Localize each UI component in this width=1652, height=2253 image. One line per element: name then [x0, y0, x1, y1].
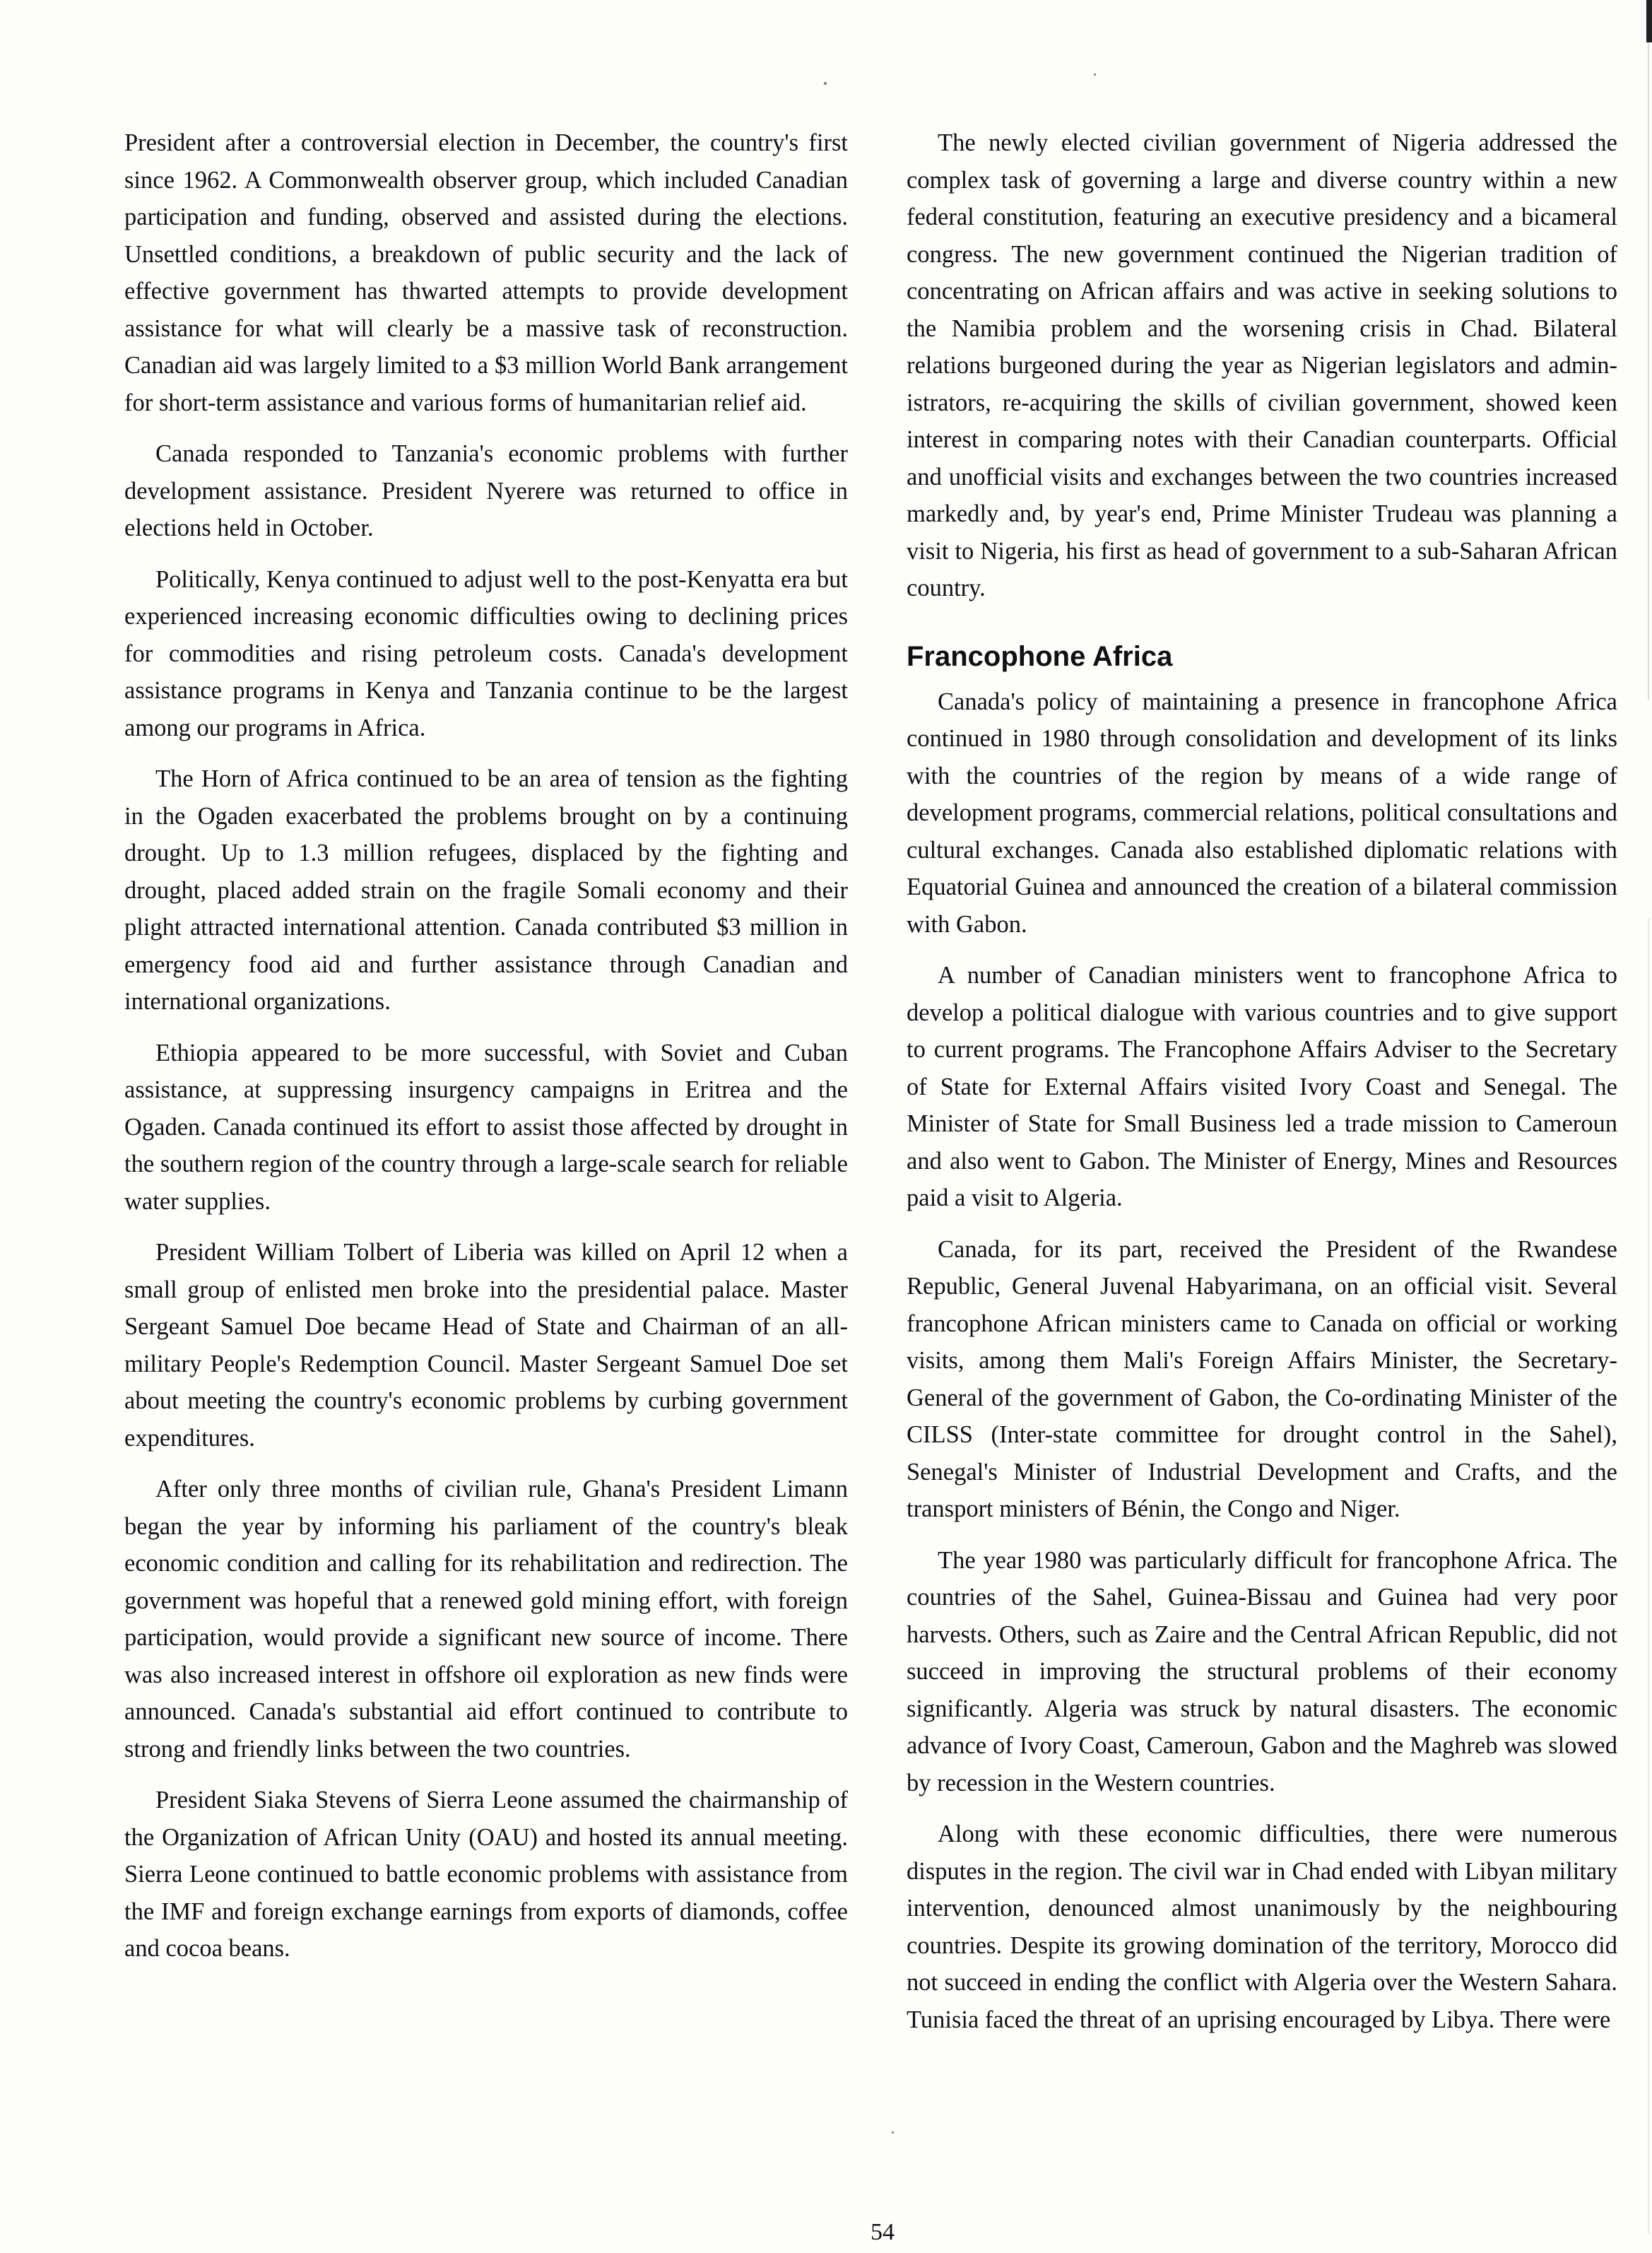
scan-edge-mark	[1646, 0, 1652, 42]
paragraph: After only three months of civilian rule, Ghana's President Limann began the year by informing his parliament of the country's bleak economic condition and calling for its rehabilitation and redirection. The government was hopeful that a renewed gold mining effort, with foreign participation, would provide a significant new source of income. There was also increased interest in offshore oil exploration as new finds were announced. Canada's substantial aid effort continued to contribute to strong and friendly links between the two countries.	[124, 1476, 848, 1763]
scan-speck	[824, 82, 827, 85]
scan-edge-shadow	[1648, 42, 1649, 2233]
section-heading: Francophone Africa	[907, 640, 1173, 672]
paragraph: Along with these economic difficulties, there were numerous disputes in the region. The civil war in Chad ended with Libyan military intervention, denounced almost unanimously by the neighbouring countries. Despite its growing domination of the territory, Morocco did not succeed in ending the conflict with Algeria over the Western Sahara. Tunisia faced the threat of an uprising encouraged by Libya. There were	[907, 1820, 1617, 2033]
paragraph: Ethiopia appeared to be more successful, with Soviet and Cuban assistance, at suppressing insurgency campaigns in Eritrea and the Ogaden. Canada continued its effort to assist those affected by drought in the southern region of the country through a large-scale search for reliable water supplies.	[124, 1039, 848, 1215]
left-column	[124, 124, 848, 1982]
paragraph: The year 1980 was particularly difficult for francophone Africa. The countries of the Sahel, Guinea-Bissau and Guinea had very poor harvests. Others, such as Zaire and the Central African Republic, did not succeed in improving the structural problems of their economy significantly. Algeria was struck by natural disasters. The economic advance of Ivory Coast, Cameroun, Gabon and the Maghreb was slowed by recession in the Western countries.	[907, 1546, 1617, 1796]
paragraph: Politically, Kenya continued to adjust well to the post-Kenyatta era but experienced increasing economic difficulties owing to declining prices for commodities and rising petroleum costs. Canada's development assistance programs in Kenya and Tanzania continue to be the largest among our programs in Africa.	[124, 565, 848, 741]
paragraph: President William Tolbert of Liberia was killed on April 12 when a small group of enlisted men broke into the presidential palace. Master Sergeant Samuel Doe became Head of State and Chairman of an all-military People's Redemption Council. Master Sergeant Samuel Doe set about meeting the country's economic problems by curbing government expenditures.	[124, 1239, 848, 1452]
page-number: 54	[871, 2219, 895, 2245]
scan-speck	[1094, 73, 1096, 76]
paragraph: A number of Canadian ministers went to francophone Africa to develop a political dialogue with various countries and to give support to current programs. The Francophone Affairs Adviser to the Secretary of State for External Affairs visited Ivory Coast and Senegal. The Minister of State for Small Business led a trade mission to Cameroun and also went to Gabon. The Minister of Energy, Mines and Resources paid a visit to Algeria.	[907, 962, 1617, 1211]
scan-speck	[892, 2131, 894, 2134]
right-column	[907, 124, 1617, 2052]
paragraph: The newly elected civilian government of Nigeria addressed the complex task of governing a large and diverse country within a new federal constitution, featuring an executive presidency and a bicameral congress. The new government continued the Nigerian tradition of concentrating on African affairs and was active in seeking solutions to the Namibia problem and the worsening crisis in Chad. Bilateral relations burgeoned during the year as Nigerian legislators and administrators, re-acquiring the skills of civilian government, showed keen interest in comparing notes with their Canadian counterparts. Official and unofficial visits and exchanges between the two countries increased markedly and, by year's end, Prime Minister Trudeau was planning a visit to Nigeria, his first as head of government to a sub-Saharan African country.	[907, 129, 1617, 601]
paragraph: Canada's policy of maintaining a presence in francophone Africa continued in 1980 through consolidation and development of its links with the countries of the region by means of a wide range of development programs, commercial relations, political consultations and cultural exchanges. Canada also established diplomatic relations with Equatorial Guinea and announced the creation of a bilateral commission with Gabon.	[907, 688, 1617, 938]
paragraph: The Horn of Africa continued to be an area of tension as the fighting in the Ogaden exacerbated the problems brought on by a continuing drought. Up to 1.3 million refugees, displaced by the fighting and drought, placed added strain on the fragile Somali economy and their plight attracted international attention. Canada contributed $3 million in emergency food aid and further assistance through Canadian and international organizations.	[124, 765, 848, 1015]
paragraph: Canada, for its part, received the President of the Rwandese Republic, General Juvenal Habyarimana, on an official visit. Several francophone African ministers came to Canada on official or working visits, among them Mali's Foreign Affairs Minister, the Secretary-General of the government of Gabon, the Co-ordinating Minister of the CILSS (Inter-state committee for drought control in the Sahel), Senegal's Minister of Industrial Development and Crafts, and the transport ministers of Bénin, the Congo and Niger.	[907, 1235, 1617, 1522]
paragraph: Canada responded to Tanzania's economic problems with further development assistance. President Nyerere was returned to office in elections held in October.	[124, 440, 848, 541]
paragraph: President Siaka Stevens of Sierra Leone assumed the chairmanship of the Organization of African Unity (OAU) and hosted its annual meeting. Sierra Leone continued to battle economic problems with assistance from the IMF and foreign exchange earnings from exports of diamonds, coffee and cocoa beans.	[124, 1787, 848, 1962]
paragraph: President after a controversial election in December, the country's first since 1962. A Commonwealth observer group, which included Canadian participation and funding, observed and assisted during the elections. Unsettled conditions, a breakdown of public security and the lack of effective government has thwarted attempts to provide development assistance for what will clearly be a massive task of reconstruction. Canadian aid was largely limited to a $3 million World Bank arrangement for short-term assistance and various forms of humanitarian relief aid.	[124, 129, 848, 416]
